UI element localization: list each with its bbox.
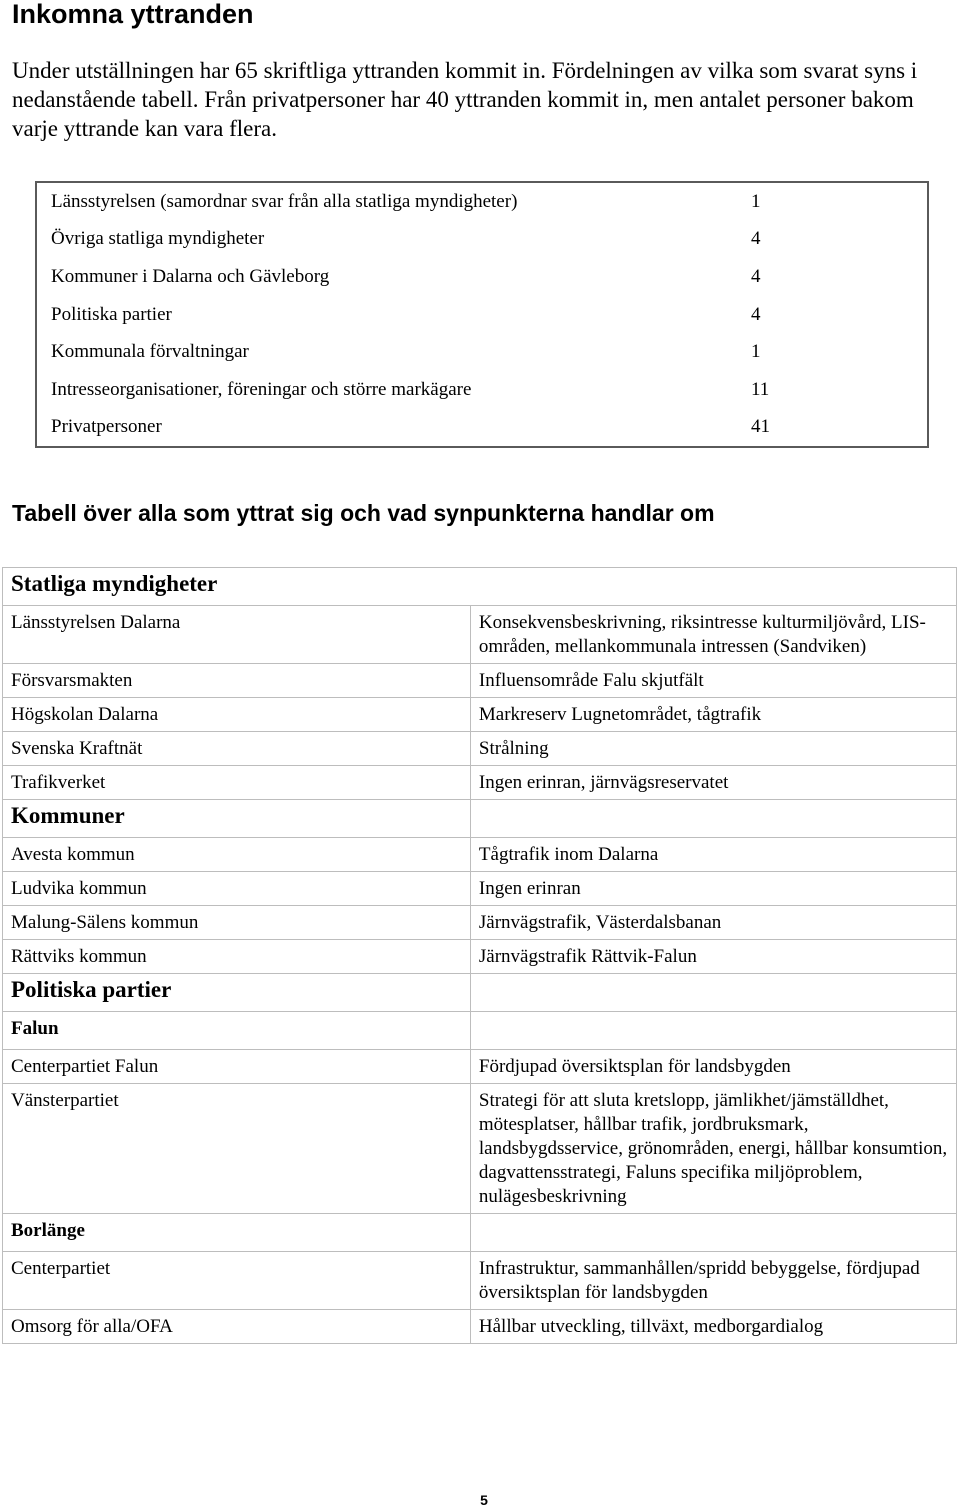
empty-cell	[470, 1214, 956, 1252]
respondent-name: Försvarsmakten	[3, 664, 471, 698]
respondent-name: Avesta kommun	[3, 838, 471, 872]
empty-cell	[470, 1012, 956, 1050]
response-topic: Infrastruktur, sammanhållen/spridd bebyggelse, fördjupad översiktsplan för landsbygden	[470, 1252, 956, 1310]
group-title-statliga: Statliga myndigheter	[3, 568, 957, 606]
subgroup-title-borlange: Borlänge	[3, 1214, 471, 1252]
empty-cell	[470, 974, 956, 1012]
group-title-partier: Politiska partier	[3, 974, 471, 1012]
table-row	[3, 838, 957, 872]
table-row	[3, 906, 957, 940]
response-topic: Strålning	[470, 732, 956, 766]
table-row	[36, 296, 928, 334]
table-row	[3, 766, 957, 800]
table-row	[3, 1252, 957, 1310]
summary-label: Länsstyrelsen (samordnar svar från alla statliga myndigheter)	[51, 190, 518, 212]
table-row	[3, 872, 957, 906]
page-number: 5	[480, 1492, 488, 1508]
response-topic: Tågtrafik inom Dalarna	[470, 838, 956, 872]
table-row	[3, 664, 957, 698]
response-topic: Järnvägstrafik, Västerdalsbanan	[470, 906, 956, 940]
respondent-name: Malung-Sälens kommun	[3, 906, 471, 940]
response-topic: Ingen erinran, järnvägsreservatet	[470, 766, 956, 800]
summary-label: Privatpersoner	[51, 416, 162, 438]
response-topic: Järnvägstrafik Rättvik-Falun	[470, 940, 956, 974]
summary-label: Intresseorganisationer, föreningar och större markägare	[51, 378, 472, 400]
respondent-name: Länsstyrelsen Dalarna	[3, 606, 471, 664]
table-row	[36, 371, 928, 409]
response-topic: Konsekvensbeskrivning, riksintresse kulturmiljövård, LIS-områden, mellankommunala intressen (Sandviken)	[470, 606, 956, 664]
response-topic: Strategi för att sluta kretslopp, jämlikhet/jämställdhet, mötesplatser, hållbar trafik, jordbruksmark, landsbygdsservice, grönområden, energi, hållbar konsumtion, dagvattensstrategi, Faluns specifika miljöproblem, nulägesbeskrivning	[470, 1084, 956, 1214]
summary-count: 4	[751, 228, 761, 250]
response-topic: Fördjupad översiktsplan för landsbygden	[470, 1050, 956, 1084]
summary-label: Kommuner i Dalarna och Gävleborg	[51, 265, 330, 287]
group-header-row	[3, 800, 957, 838]
summary-count: 1	[751, 341, 761, 363]
intro-paragraph: Under utställningen har 65 skriftliga yttranden kommit in. Fördelningen av vilka som svarat syns i nedanstående tabell. Från privatpersoner har 40 yttranden kommit in, men antalet personer bakom varje yttrande kan vara flera.	[12, 58, 918, 141]
empty-cell	[470, 800, 956, 838]
respondent-name: Centerpartiet Falun	[3, 1050, 471, 1084]
respondent-name: Centerpartiet	[3, 1252, 471, 1310]
table-row	[3, 1310, 957, 1344]
page-title: Inkomna yttranden	[12, 0, 254, 29]
respondent-name: Trafikverket	[3, 766, 471, 800]
table-row	[36, 258, 928, 296]
summary-count: 4	[751, 303, 761, 325]
table-row	[3, 698, 957, 732]
respondent-name: Högskolan Dalarna	[3, 698, 471, 732]
section-heading: Tabell över alla som yttrat sig och vad synpunkterna handlar om	[12, 500, 715, 526]
respondent-name: Vänsterpartiet	[3, 1084, 471, 1214]
group-header-row	[3, 568, 957, 606]
response-topic: Hållbar utveckling, tillväxt, medborgardialog	[470, 1310, 956, 1344]
respondent-name: Omsorg för alla/OFA	[3, 1310, 471, 1344]
summary-label: Övriga statliga myndigheter	[51, 228, 265, 250]
table-row	[36, 333, 928, 371]
table-row	[36, 221, 928, 259]
summary-label: Politiska partier	[51, 303, 172, 325]
table-row	[3, 606, 957, 664]
group-title-kommuner: Kommuner	[3, 800, 471, 838]
summary-count: 4	[751, 265, 761, 287]
table-row	[3, 1084, 957, 1214]
table-row	[3, 732, 957, 766]
response-topic: Ingen erinran	[470, 872, 956, 906]
subgroup-header-row	[3, 1012, 957, 1050]
summary-count: 1	[751, 190, 761, 212]
subgroup-header-row	[3, 1214, 957, 1252]
table-row	[3, 940, 957, 974]
summary-table	[35, 181, 929, 448]
summary-count: 11	[751, 378, 770, 400]
response-topic: Markreserv Lugnetområdet, tågtrafik	[470, 698, 956, 732]
responses-table	[2, 567, 957, 1344]
summary-label: Kommunala förvaltningar	[51, 341, 249, 363]
table-row	[36, 409, 928, 448]
respondent-name: Rättviks kommun	[3, 940, 471, 974]
summary-count: 41	[751, 416, 770, 438]
respondent-name: Svenska Kraftnät	[3, 732, 471, 766]
table-row	[36, 182, 928, 221]
respondent-name: Ludvika kommun	[3, 872, 471, 906]
response-topic: Influensområde Falu skjutfält	[470, 664, 956, 698]
table-row	[3, 1050, 957, 1084]
group-header-row	[3, 974, 957, 1012]
subgroup-title-falun: Falun	[3, 1012, 471, 1050]
